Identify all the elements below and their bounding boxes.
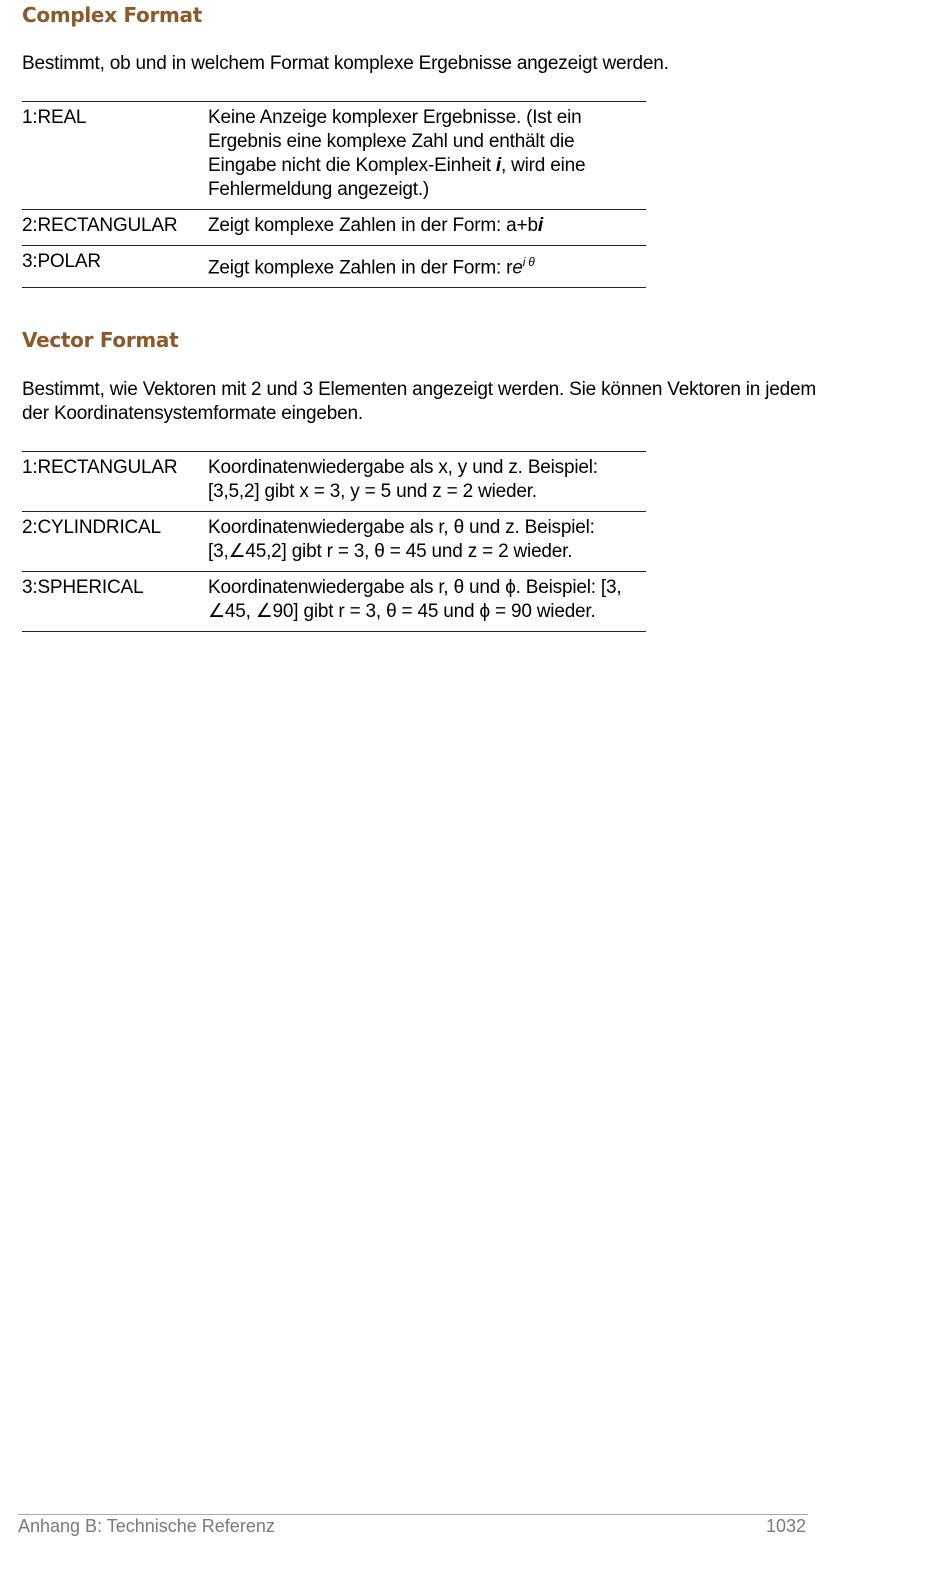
table-row	[22, 246, 646, 288]
table-row	[22, 102, 646, 210]
table-row	[22, 452, 646, 512]
option-description: Koordinatenwiedergabe als x, y und z. Beispiel: [3,5,2] gibt x = 3, y = 5 und z = 2 wieder.	[208, 457, 598, 502]
option-description: Koordinatenwiedergabe als r, θ und ϕ. Beispiel: [3, ∠45, ∠90] gibt r = 3, θ = 45 und ϕ = 90 wieder.	[208, 577, 622, 622]
footer-chapter-title: Anhang B: Technische Referenz	[18, 1516, 275, 1536]
vector-format-description: Bestimmt, wie Vektoren mit 2 und 3 Elementen angezeigt werden. Sie können Vektoren in jedem der Koordinatensystemformate eingeben.	[22, 379, 816, 424]
table-row	[22, 512, 646, 572]
option-key: 2:CYLINDRICAL	[22, 517, 161, 538]
option-key: 1:RECTANGULAR	[22, 457, 178, 478]
complex-format-description: Bestimmt, ob und in welchem Format komplexe Ergebnisse angezeigt werden.	[22, 53, 669, 74]
complex-format-options-table	[22, 101, 646, 288]
option-key: 2:RECTANGULAR	[22, 215, 178, 236]
option-description: Keine Anzeige komplexer Ergebnisse. (Ist ein Ergebnis eine komplexe Zahl und enthält die Eingabe nicht die Komplex-Einheit i, wird eine Fehlermeldung angezeigt.)	[208, 107, 586, 200]
option-description: Zeigt komplexe Zahlen in der Form: $re^{i \theta}$	[208, 255, 535, 279]
option-key: 1:REAL	[22, 107, 87, 128]
footer-page-number: 1032	[766, 1516, 807, 1536]
option-key: 3:SPHERICAL	[22, 577, 144, 598]
vector-format-heading: Vector Format	[22, 328, 179, 352]
vector-format-options-table	[22, 451, 646, 632]
table-row	[22, 210, 646, 246]
option-description: Zeigt komplexe Zahlen in der Form: a+bi	[208, 215, 543, 236]
complex-format-heading: Complex Format	[22, 3, 203, 27]
option-key: 3:POLAR	[22, 251, 101, 272]
footer-divider	[18, 1514, 808, 1515]
option-description: Koordinatenwiedergabe als r, θ und z. Beispiel: [3,∠45,2] gibt r = 3, θ = 45 und z = 2 wieder.	[208, 517, 595, 562]
table-row	[22, 572, 646, 632]
